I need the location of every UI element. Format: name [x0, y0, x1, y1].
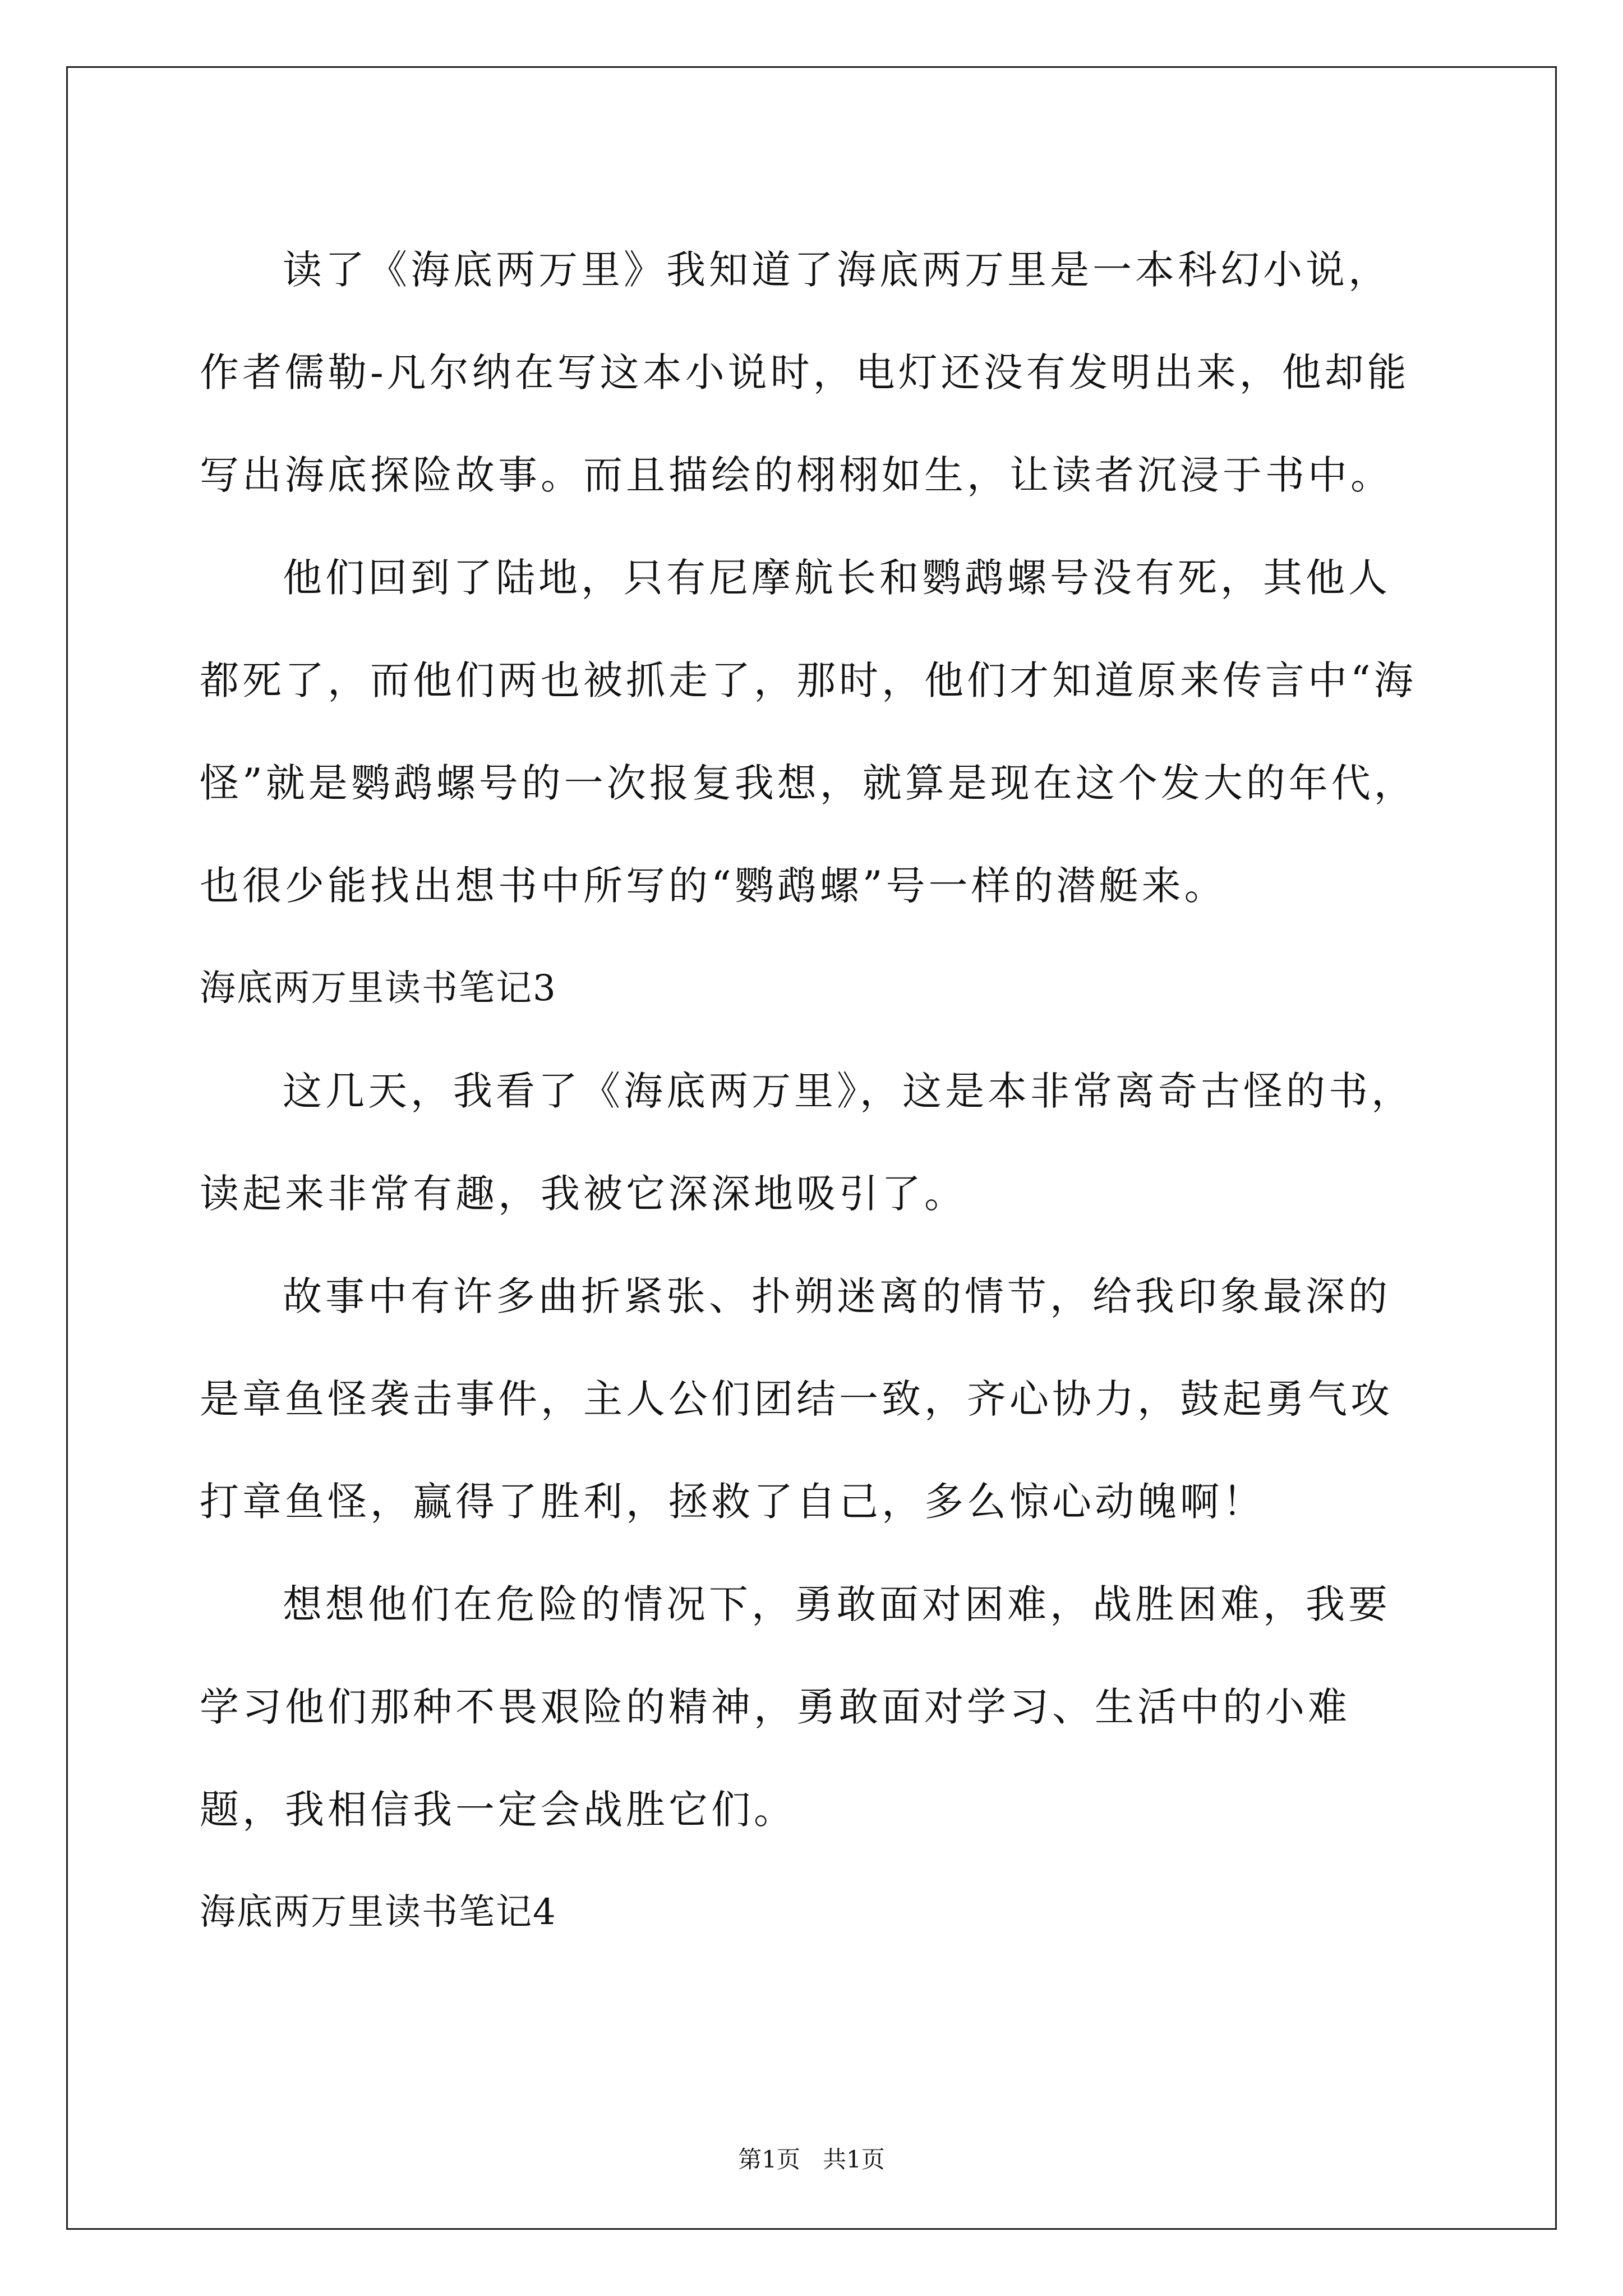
page-footer: 第1页 共1页 [738, 2146, 885, 2173]
section-heading-4: 海底两万里读书笔记4 [200, 1892, 557, 1933]
paragraph-4: 故事中有许多曲折紧张、扑朔迷离的情节，给我印象最深的是章鱼怪袭击事件，主人公们团结一致，齐心协力，鼓起勇气攻打章鱼怪，赢得了胜利，拯救了自己，多么惊心动魄啊！ [200, 1273, 1393, 1525]
paragraph-5: 想想他们在危险的情况下，勇敢面对困难，战胜困难，我要学习他们那种不畏艰险的精神，勇敢面对学习、生活中的小难题，我相信我一定会战胜它们。 [200, 1581, 1391, 1833]
paragraph-3: 这几天，我看了《海底两万里》，这是本非常离奇古怪的书，读起来非常有趣，我被它深深地吸引了。 [200, 1068, 1414, 1217]
paragraph-2: 他们回到了陆地，只有尼摩航长和鹦鹉螺号没有死，其他人都死了，而他们两也被抓走了，那时，他们才知道原来传言中“海怪”就是鹦鹉螺号的一次报复我想，就算是现在这个发大的年代，也很少能找出想书中所写的“鹦鹉螺”号一样的潜艇来。 [200, 555, 1417, 909]
section-heading-3: 海底两万里读书笔记3 [200, 968, 557, 1009]
paragraph-1: 读了《海底两万里》我知道了海底两万里是一本科幻小说，作者儒勒-凡尔纳在写这本小说时，电灯还没有发明出来，他却能写出海底探险故事。而且描绘的栩栩如生，让读者沉浸于书中。 [200, 247, 1410, 498]
document-body [200, 219, 1431, 1964]
